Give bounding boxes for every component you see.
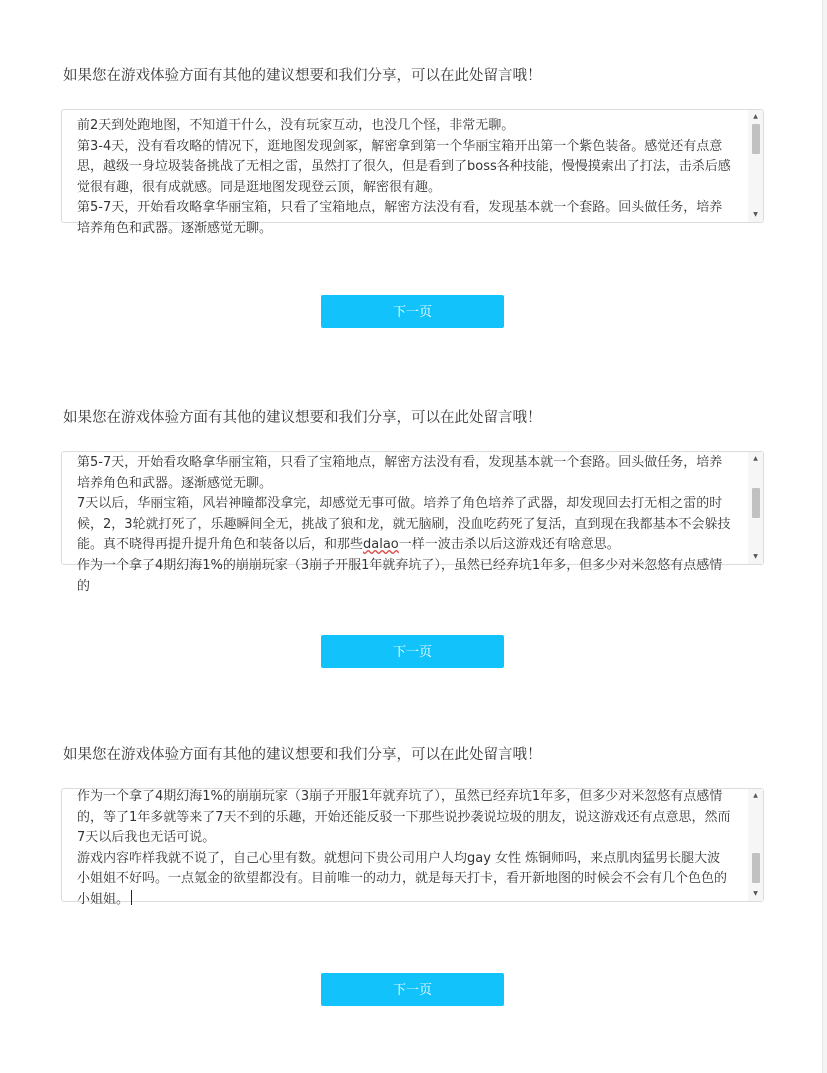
scroll-thumb[interactable] [752, 124, 760, 154]
text-line: 作为一个拿了4期幻海1%的崩崩玩家（3崩子开服1年就弃坑了），虽然已经弃坑1年多，但多少对米忽悠有点感情的 [77, 557, 723, 594]
text-line: 7天以后，华丽宝箱，风岩神瞳都没拿完，却感觉无事可做。培养了角色培养了武器，却发现回去打无相之雷的时候，2，3轮就打死了，乐趣瞬间全无，挑战了狼和龙，就无脑刷，没血吃药死了复活，直到现在我都基本不会躲技能。真不晓得再提升提升角色和装备以后，和那些 [77, 496, 731, 553]
text-line: 作为一个拿了4期幻海1%的崩崩玩家（3崩子开服1年就弃坑了），虽然已经弃坑1年多，但多少对米忽悠有点感情的，等了1年多就等来了7天不到的乐趣，开始还能反驳一下那些说抄袭说垃圾的朋友，说这游戏还有点意思，然而7天以后我也无话可说。 [77, 789, 731, 846]
textarea-content [77, 787, 731, 911]
scroll-down-arrow-icon[interactable]: ▼ [753, 890, 758, 897]
textarea-scrollbar[interactable] [748, 110, 763, 222]
scroll-up-arrow-icon[interactable]: ▲ [753, 113, 758, 120]
scroll-down-arrow-icon[interactable]: ▼ [753, 211, 758, 218]
text-line: 前2天到处跑地图，不知道干什么，没有玩家互动，也没几个怪，非常无聊。 [77, 118, 515, 133]
feedback-section-2 [0, 342, 827, 682]
scroll-thumb[interactable] [752, 488, 760, 518]
text-line: 第5-7天，开始看攻略拿华丽宝箱，只看了宝箱地点，解密方法没有看，发现基本就一个套路。回头做任务，培养培养角色和武器。逐渐感觉无聊。 [77, 200, 723, 236]
spellcheck-word: dalao [363, 537, 399, 553]
scroll-up-arrow-icon[interactable]: ▲ [753, 455, 758, 462]
scroll-up-arrow-icon[interactable]: ▲ [753, 792, 758, 799]
feedback-textarea[interactable] [61, 109, 764, 236]
text-line: 一样一波击杀以后这游戏还有啥意思。 [398, 537, 620, 553]
next-page-button[interactable]: 下一页 [321, 295, 504, 328]
textarea-scrollbar[interactable] [748, 452, 763, 564]
text-line: 第3-4天，没有看攻略的情况下，逛地图发现剑冢，解密拿到第一个华丽宝箱开出第一个紫色装备。感觉还有点意思，越级一身垃圾装备挑战了无相之雷，虽然打了很久，但是看到了boss各种技能，慢慢摸索出了打法，击杀后感觉很有趣，很有成就感。同是逛地图发现登云顶，解密很有趣。 [77, 138, 731, 195]
textarea-scrollbar[interactable] [748, 789, 763, 901]
feedback-textarea[interactable] [61, 451, 764, 594]
text-cursor [131, 890, 132, 905]
textarea-content [77, 453, 731, 597]
scroll-thumb[interactable] [752, 853, 760, 883]
text-line: 游戏内容咋样我就不说了，自己心里有数。就想问下贵公司用户人均gay 女性 炼铜师吗，来点肌肉猛男长腿大波小姐姐不好吗。一点氪金的欲望都没有。目前唯一的动力，就是每天打卡，看开新地图的时候会不会有几个色色的小姐姐。 [77, 850, 728, 907]
next-page-button[interactable]: 下一页 [321, 635, 504, 668]
textarea-content [77, 116, 731, 240]
question-label: 如果您在游戏体验方面有其他的建议想要和我们分享，可以在此处留言哦！ [63, 410, 542, 426]
scroll-down-arrow-icon[interactable]: ▼ [753, 553, 758, 560]
feedback-section-1 [0, 0, 827, 340]
next-page-button[interactable]: 下一页 [321, 973, 504, 1006]
feedback-section-3 [0, 679, 827, 1019]
feedback-textarea[interactable] [61, 788, 764, 907]
question-label: 如果您在游戏体验方面有其他的建议想要和我们分享，可以在此处留言哦！ [63, 747, 542, 763]
question-label: 如果您在游戏体验方面有其他的建议想要和我们分享，可以在此处留言哦！ [63, 68, 542, 84]
text-line: 第5-7天，开始看攻略拿华丽宝箱，只看了宝箱地点，解密方法没有看，发现基本就一个套路。回头做任务，培养培养角色和武器。逐渐感觉无聊。 [77, 455, 723, 491]
